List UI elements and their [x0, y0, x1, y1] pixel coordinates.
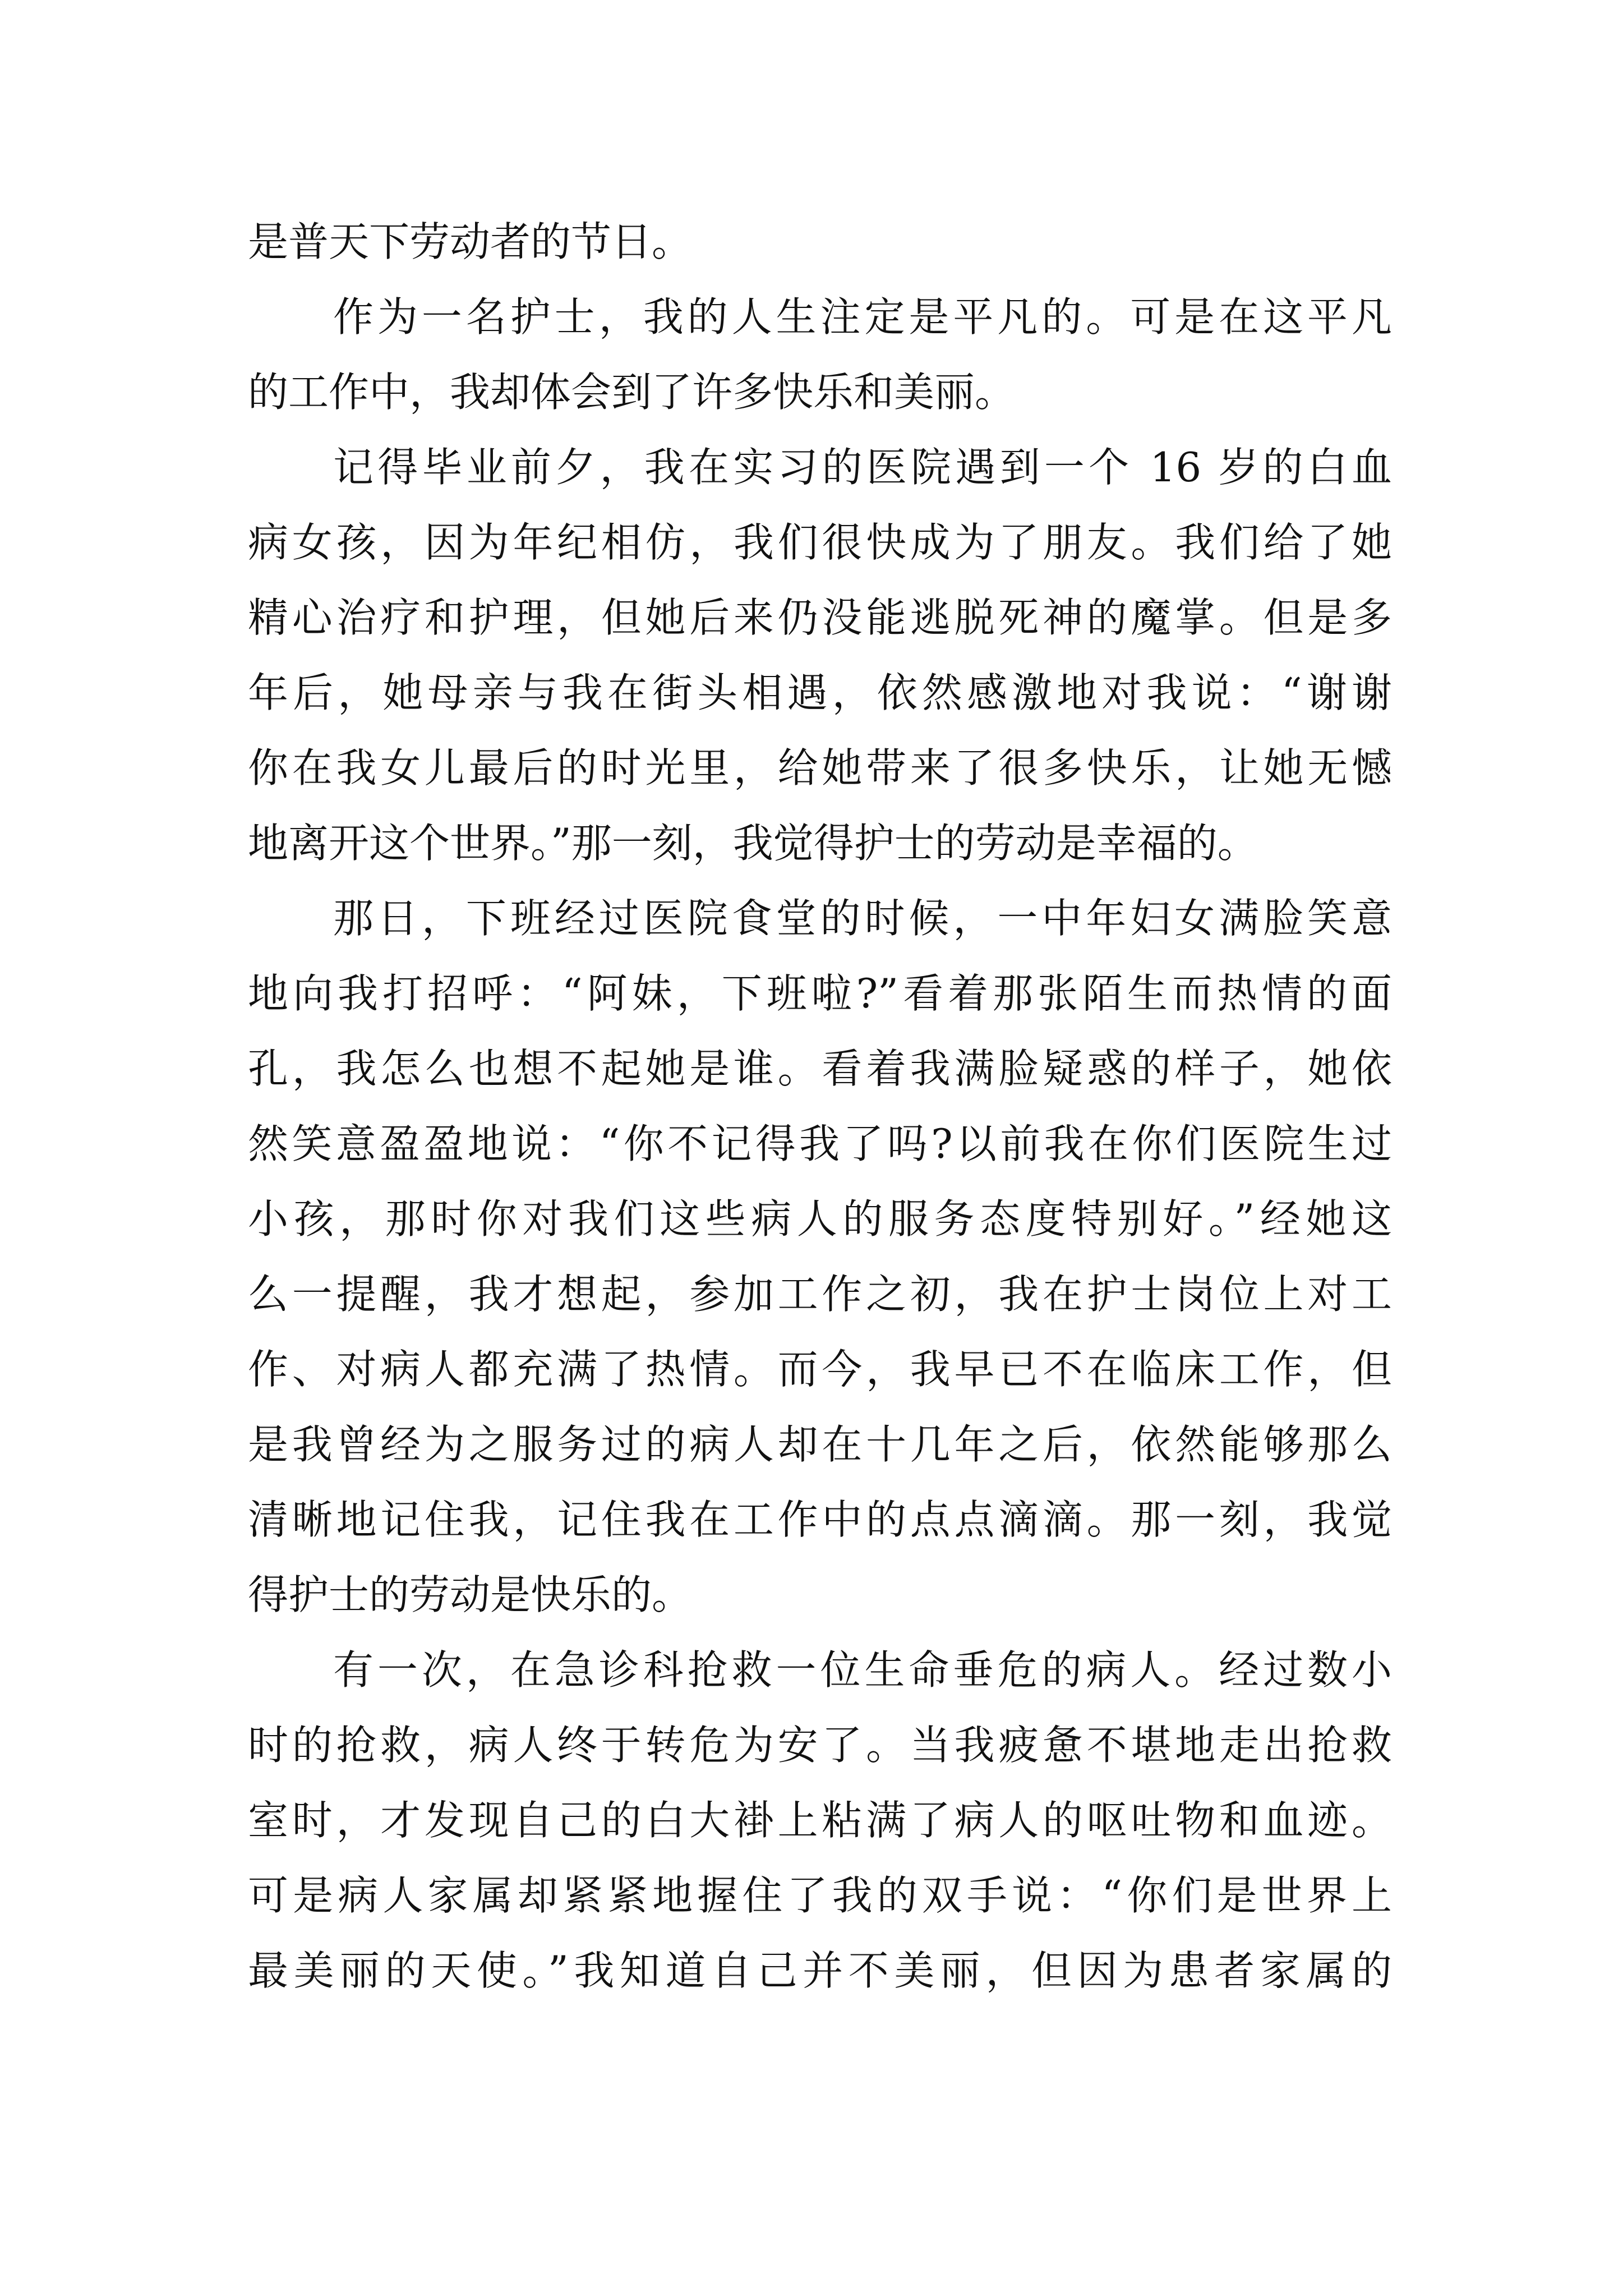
text-line: 清晰地记住我，记住我在工作中的点点滴滴。那一刻，我觉	[248, 1496, 1392, 1543]
text-line: 精心治疗和护理，但她后来仍没能逃脱死神的魔掌。但是多	[248, 594, 1392, 641]
text-line: 是普天下劳动者的节日。	[248, 218, 693, 265]
paragraph-continuation	[248, 204, 1392, 279]
text-line: 小孩，那时你对我们这些病人的服务态度特别好。”经她这	[248, 1195, 1392, 1243]
text-line: 地向我打招呼：“阿妹，下班啦?”看着那张陌生而热情的面	[248, 970, 1392, 1017]
text-line: 可是病人家属却紧紧地握住了我的双手说：“你们是世界上	[248, 1872, 1392, 1919]
text-line: 病女孩，因为年纪相仿，我们很快成为了朋友。我们给了她	[248, 519, 1392, 566]
text-line: 作为一名护士，我的人生注定是平凡的。可是在这平凡	[333, 293, 1392, 341]
text-line: 的工作中，我却体会到了许多快乐和美丽。	[248, 369, 1016, 416]
text-line: 作、对病人都充满了热情。而今，我早已不在临床工作，但	[248, 1346, 1392, 1393]
text-line: 室时，才发现自己的白大褂上粘满了病人的呕吐物和血迹。	[248, 1797, 1392, 1844]
text-line: 记得毕业前夕，我在实习的医院遇到一个 16 岁的白血	[333, 444, 1392, 491]
paragraph-canteen-encounter	[248, 881, 1392, 1632]
text-line: 时的抢救，病人终于转危为安了。当我疲惫不堪地走出抢救	[248, 1722, 1392, 1769]
text-line: 然笑意盈盈地说：“你不记得我了吗?以前我在你们医院生过	[248, 1120, 1392, 1167]
text-line: 是我曾经为之服务过的病人却在十几年之后，依然能够那么	[248, 1421, 1392, 1468]
text-line: 年后，她母亲与我在街头相遇，依然感激地对我说：“谢谢	[248, 669, 1392, 716]
paragraph-emergency-rescue	[248, 1632, 1392, 2008]
paragraph-leukemia-girl	[248, 430, 1392, 881]
text-line: 孔，我怎么也想不起她是谁。看着我满脸疑惑的样子，她依	[248, 1045, 1392, 1092]
text-line: 有一次，在急诊科抢救一位生命垂危的病人。经过数小	[333, 1646, 1392, 1694]
text-line: 最美丽的天使。”我知道自己并不美丽，但因为患者家属的	[248, 1947, 1392, 1994]
text-line: 得护士的劳动是快乐的。	[248, 1571, 693, 1618]
text-line: 你在我女儿最后的时光里，给她带来了很多快乐，让她无憾	[248, 744, 1392, 792]
text-line: 么一提醒，我才想起，参加工作之初，我在护士岗位上对工	[248, 1271, 1392, 1318]
paragraph-nurse-life	[248, 279, 1392, 430]
text-line: 地离开这个世界。”那一刻，我觉得护士的劳动是幸福的。	[248, 820, 1258, 867]
text-line: 那日，下班经过医院食堂的时候，一中年妇女满脸笑意	[333, 895, 1392, 942]
document-body	[248, 204, 1392, 2008]
